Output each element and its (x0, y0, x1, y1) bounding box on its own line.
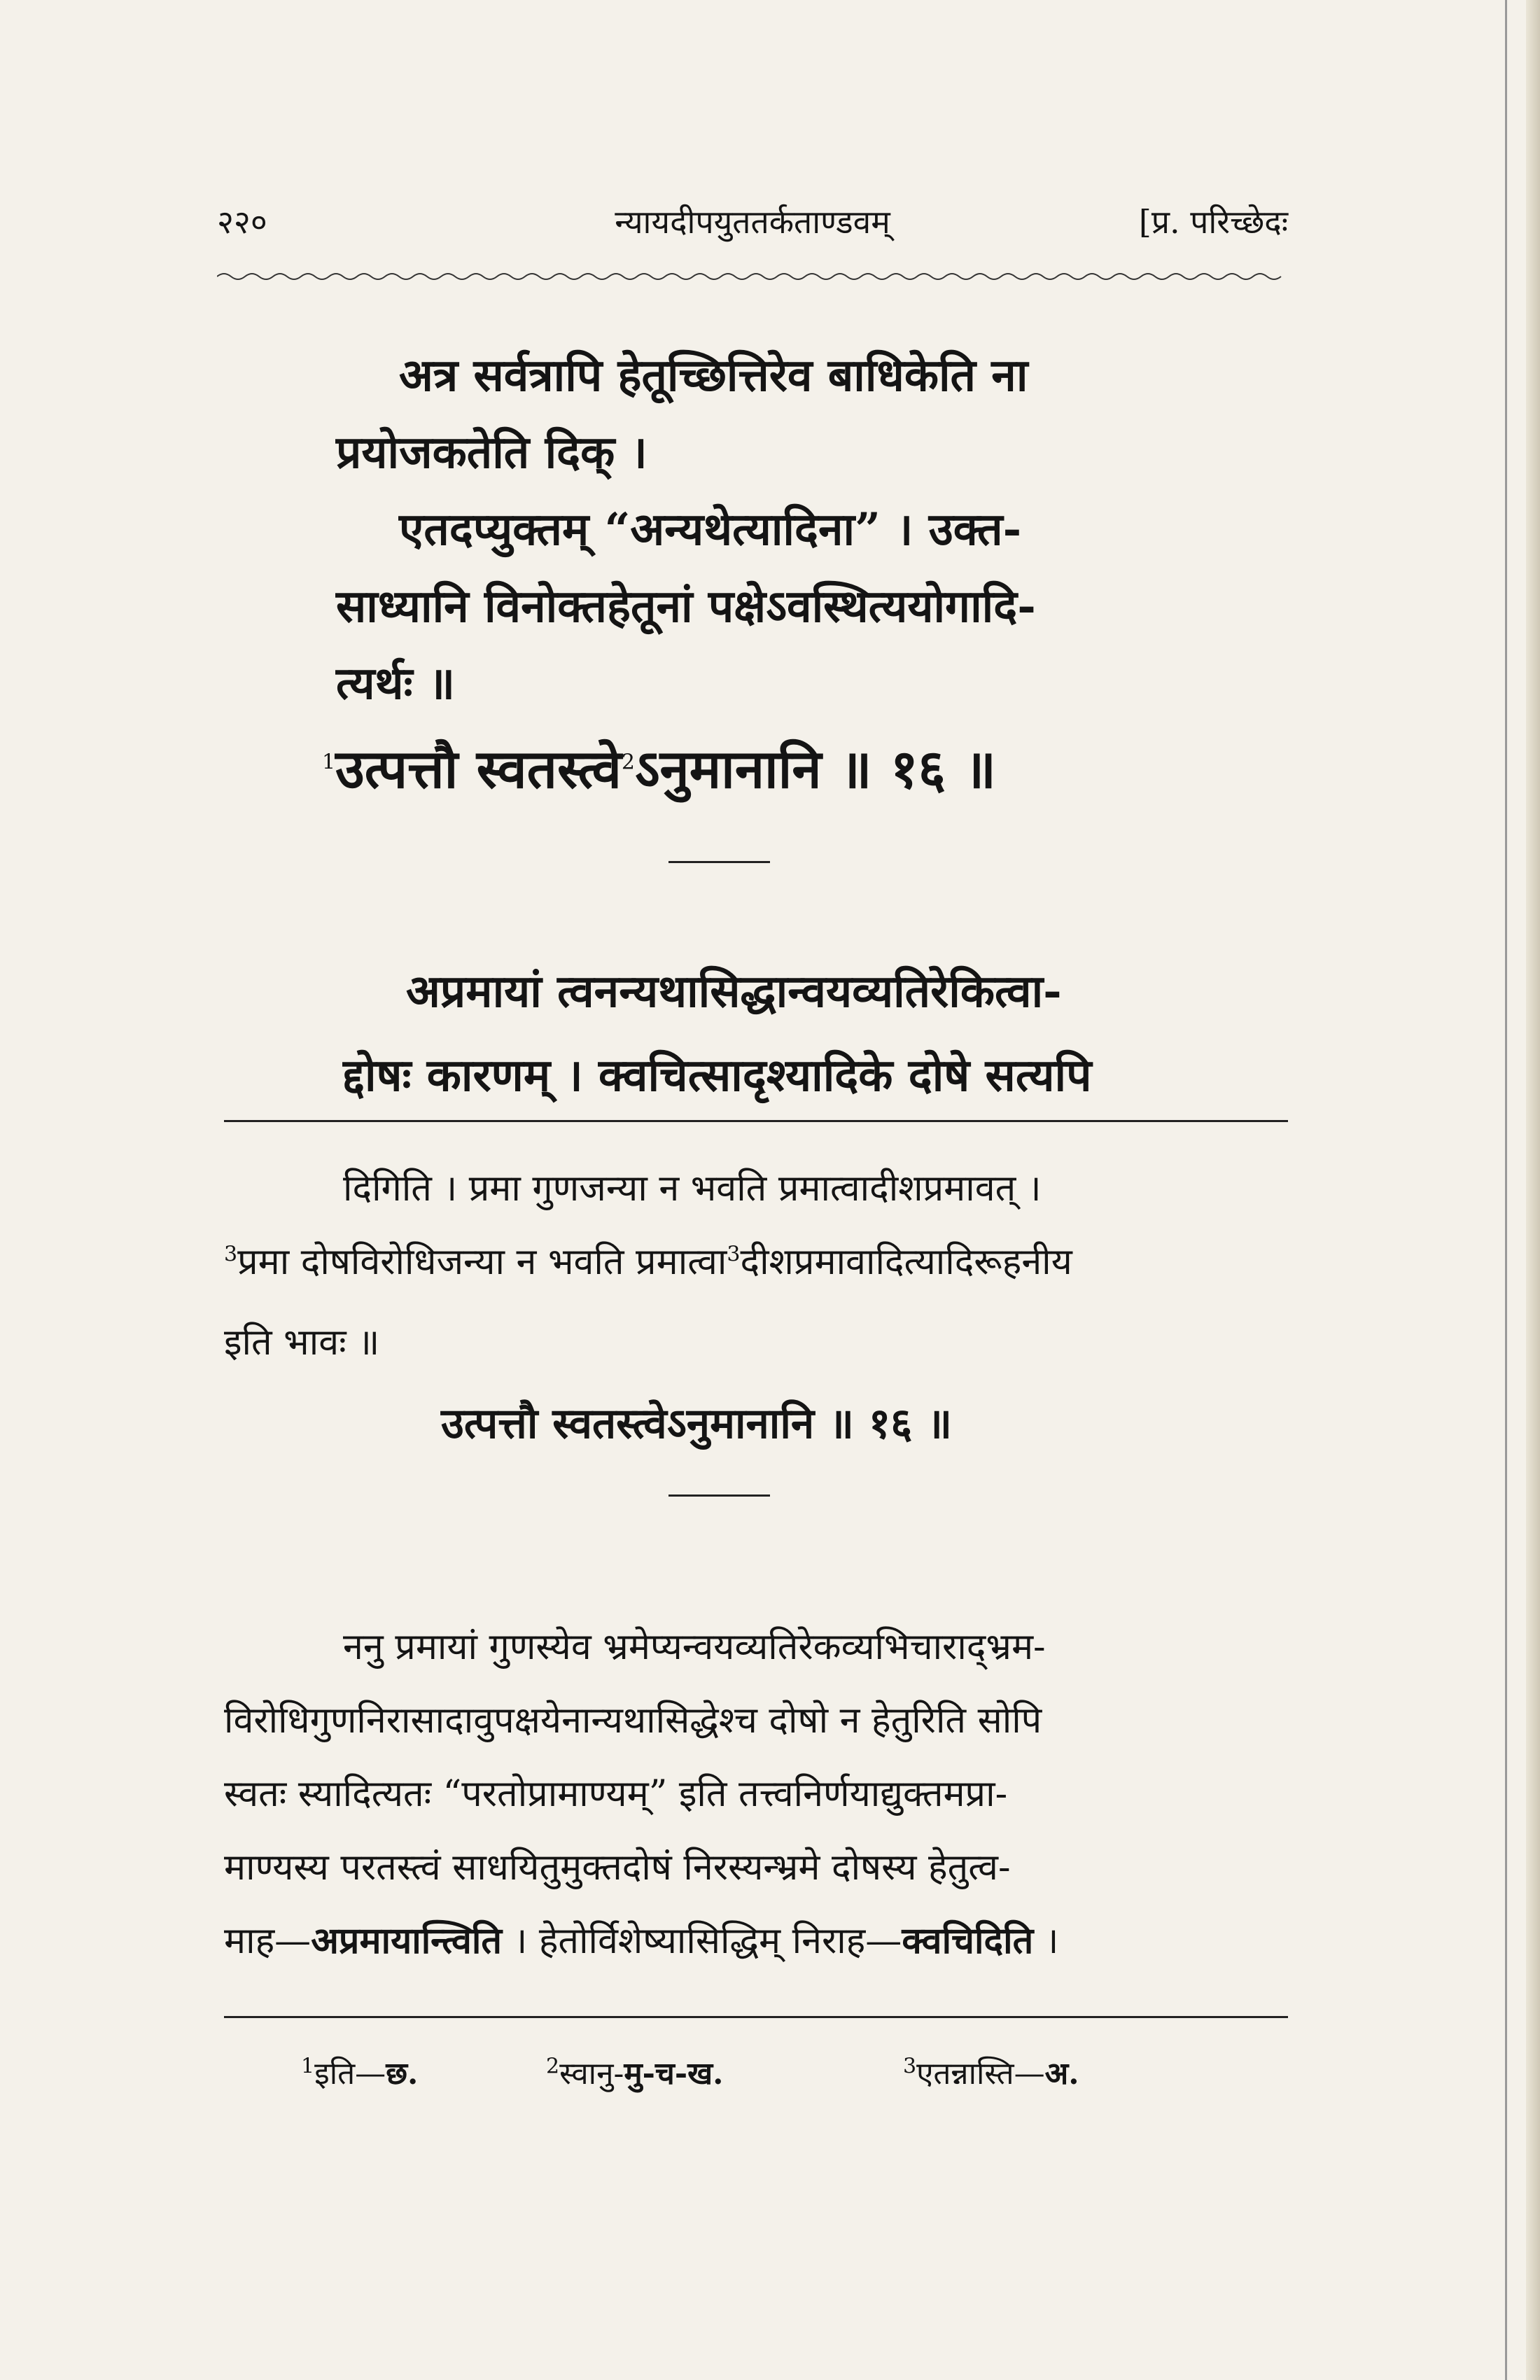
footnote (903, 2051, 1079, 2093)
footnote (301, 2051, 418, 2093)
text-line: साध्यानि विनोक्तहेतूनां पक्षेऽवस्थित्ययोगादि- (336, 580, 1036, 633)
text-span: । (1033, 1920, 1059, 1962)
footnote-mark: 2 (621, 750, 636, 775)
text-line (224, 1914, 1059, 1964)
text-line: स्वतः स्यादित्यतः “परतोप्रामाण्यम्” इति तत्त्वनिर्णयाद्युक्तमप्रा- (224, 1773, 1008, 1815)
page-number: २२० (217, 203, 267, 241)
text-line: अप्रमायां त्वनन्यथासिद्धान्वयव्यतिरेकित्वा- (406, 965, 1062, 1018)
header-wavy-rule (217, 270, 1288, 284)
footnote-text: स्वानु- (559, 2056, 624, 2092)
running-title: न्यायदीपयुततर्कताण्डवम् (615, 203, 890, 241)
text-line: एतदप्युक्तम् “अन्यथेत्यादिना” । उक्त- (399, 503, 1022, 556)
karika-part: ऽनुमानानि ॥ १६ ॥ (635, 738, 997, 800)
section-label: [प्र. परिच्छेदः (1138, 203, 1288, 241)
footnote (546, 2051, 723, 2093)
short-divider (668, 1494, 770, 1497)
footnote-mark: 1 (301, 2054, 315, 2079)
footnote-mark: 3 (727, 1242, 741, 1267)
text-line: इति भावः ॥ (224, 1322, 380, 1364)
karika-verse-repeat: उत्पत्तौ स्वतस्त्वेऽनुमानानि ॥ १६ ॥ (441, 1399, 953, 1448)
footnote-siglum: अ. (1044, 2056, 1079, 2092)
footnote-text: एतन्नास्ति— (916, 2056, 1045, 2092)
bold-lemma: क्वचिदिति (902, 1919, 1034, 1962)
footnote-mark: 3 (903, 2054, 917, 2079)
page-edge-line (1505, 0, 1507, 2380)
text-line: ननु प्रमायां गुणस्येव भ्रमेप्यन्वयव्यतिरेकव्यभिचाराद्भ्रम- (343, 1626, 1046, 1668)
text-span: माह— (224, 1920, 312, 1962)
text-line (224, 1236, 1072, 1285)
text-line: प्रयोजकतेति दिक् । (336, 426, 648, 479)
text-line: दिगिति । प्रमा गुणजन्या न भवति प्रमात्वादीशप्रमावत् । (343, 1168, 1042, 1210)
text-line: द्दोषः कारणम् । क्वचित्सादृश्यादिके दोषे सत्यपि (343, 1049, 1092, 1102)
footnote-siglum: छ. (386, 2056, 419, 2092)
bold-lemma: अप्रमायान्त्विति (311, 1919, 503, 1962)
karika-verse (322, 732, 996, 804)
footnote-mark: 1 (322, 750, 336, 775)
footnote-mark: 3 (224, 1242, 238, 1267)
page-edge (1526, 0, 1540, 2380)
text-line: माण्यस्य परतस्त्वं साधयितुमुक्तदोषं निरस्यन्भ्रमे दोषस्य हेतुत्व- (224, 1847, 1011, 1889)
footnote-mark: 2 (546, 2054, 560, 2079)
running-header (217, 200, 1288, 255)
section-divider (224, 1120, 1288, 1122)
footnote-text: इति— (314, 2056, 386, 2092)
footnote-siglum: मु-च-ख. (624, 2056, 724, 2092)
text-span: प्रमा दोषविरोधिजन्या न भवति प्रमात्वा (237, 1241, 727, 1283)
text-span: दीशप्रमावादित्यादिरूहनीय (740, 1241, 1072, 1283)
text-span: । हेतोर्विशेष्यासिद्धिम् निराह— (502, 1920, 902, 1962)
short-divider (668, 861, 770, 863)
text-line: अत्र सर्वत्रापि हेतूच्छित्तिरेव बाधिकेति ना (399, 349, 1028, 402)
karika-part: उत्पत्तौ स्वतस्त्वे (335, 738, 622, 800)
text-line: विरोधिगुणनिरासादावुपक्षयेनान्यथासिद्धेश्च दोषो न हेतुरिति सोपि (224, 1700, 1042, 1742)
footnote-divider (224, 2016, 1288, 2018)
text-line: त्यर्थः ॥ (336, 657, 456, 710)
